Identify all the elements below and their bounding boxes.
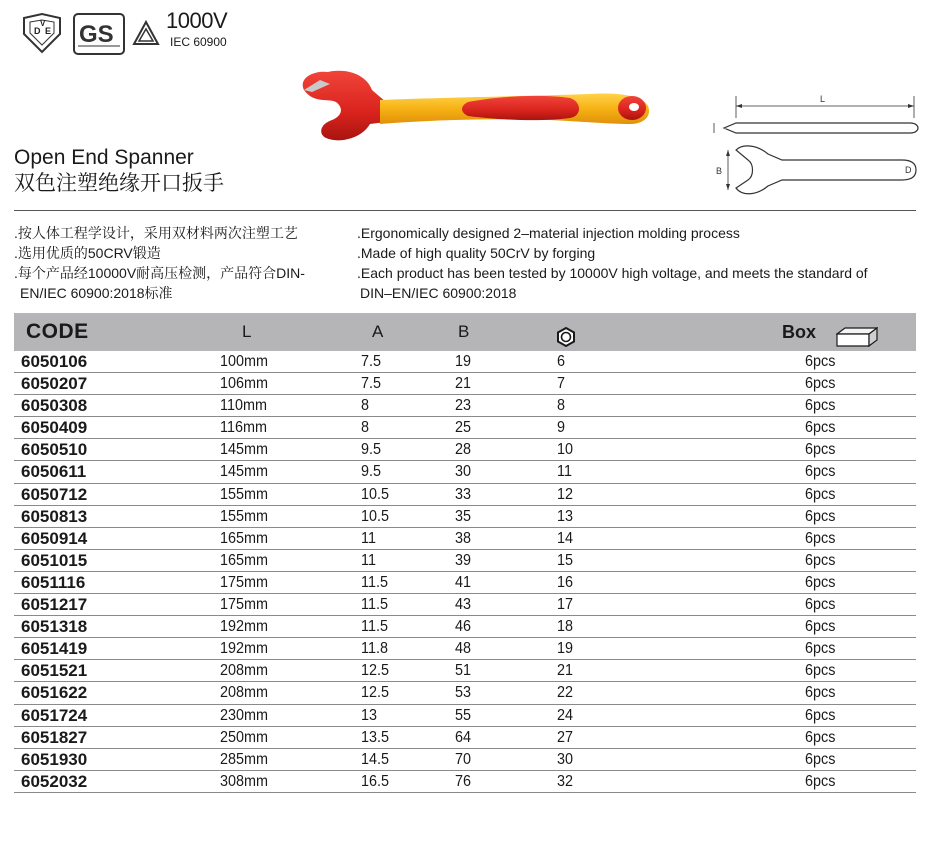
cell-l: 308mm <box>220 772 269 790</box>
cell-b: 19 <box>455 353 472 370</box>
cell-box: 6pcs <box>805 485 836 503</box>
cell-size: 9 <box>557 419 566 437</box>
cell-code: 6052032 <box>21 771 88 791</box>
table-row <box>14 484 916 506</box>
cell-code: 6051318 <box>21 617 88 637</box>
column-header-a: A <box>372 322 384 341</box>
cell-a: 7.5 <box>361 353 382 370</box>
svg-text:GS: GS <box>79 21 114 48</box>
cell-size: 10 <box>557 441 574 459</box>
cell-b: 39 <box>455 551 472 569</box>
cell-box: 6pcs <box>805 684 836 702</box>
description-line: .按人体工程学设计，采用双材料两次注塑工艺 <box>14 225 298 241</box>
cell-a: 11.5 <box>361 618 388 636</box>
table-row <box>14 506 916 528</box>
cell-box: 6pcs <box>805 419 836 437</box>
cell-code: 6051015 <box>21 550 88 570</box>
description-line: .选用优质的50CRV锻造 <box>14 245 161 261</box>
cell-l: 145mm <box>220 463 269 481</box>
column-header-box: Box <box>782 322 817 342</box>
cell-l: 106mm <box>220 375 269 393</box>
table-row <box>14 616 916 638</box>
cell-a: 11 <box>361 551 376 569</box>
cell-code: 6050308 <box>21 396 88 416</box>
cell-l: 250mm <box>220 728 269 746</box>
diagram-label-b: B <box>716 166 723 176</box>
cell-l: 110mm <box>220 397 267 415</box>
voltage-rating: 1000V <box>166 8 228 33</box>
cell-a: 11.8 <box>361 640 388 658</box>
cell-size: 8 <box>557 397 566 415</box>
cell-box: 6pcs <box>805 573 836 591</box>
cell-a: 7.5 <box>361 375 382 393</box>
table-row <box>14 373 916 395</box>
cell-b: 25 <box>455 419 472 437</box>
cell-b: 21 <box>455 375 472 393</box>
cell-box: 6pcs <box>805 441 836 459</box>
cell-l: 100mm <box>220 353 269 370</box>
cell-a: 10.5 <box>361 485 390 503</box>
cell-code: 6051622 <box>21 683 88 703</box>
hexagon-nut-icon <box>556 323 576 343</box>
cell-a: 11.5 <box>361 573 388 591</box>
cell-size: 19 <box>557 640 574 658</box>
cell-code: 6051419 <box>21 639 88 659</box>
cell-l: 208mm <box>220 662 269 680</box>
cell-b: 28 <box>455 441 472 459</box>
vde-logo-icon <box>24 14 60 52</box>
table-row <box>14 550 916 572</box>
table-row <box>14 395 916 417</box>
cell-l: 165mm <box>220 529 269 547</box>
cell-l: 230mm <box>220 706 269 724</box>
cell-box: 6pcs <box>805 353 836 370</box>
cell-code: 6050510 <box>21 440 88 460</box>
cell-code: 6050712 <box>21 484 88 504</box>
svg-text:D: D <box>34 26 41 36</box>
cell-code: 6051724 <box>21 705 88 725</box>
table-row <box>14 461 916 483</box>
table-row <box>14 727 916 749</box>
certification-logos <box>22 12 162 56</box>
cell-l: 155mm <box>220 485 269 503</box>
cell-b: 53 <box>455 684 472 702</box>
cell-code: 6051827 <box>21 727 88 747</box>
cell-size: 30 <box>557 750 574 768</box>
gs-logo-icon <box>74 14 124 54</box>
table-row <box>14 351 916 373</box>
box-icon <box>836 323 878 343</box>
cell-box: 6pcs <box>805 375 836 393</box>
cell-box: 6pcs <box>805 529 836 547</box>
insulation-triangle-icon <box>134 22 158 44</box>
cell-l: 175mm <box>220 573 269 591</box>
cell-size: 6 <box>557 353 566 370</box>
cell-box: 6pcs <box>805 618 836 636</box>
cell-b: 46 <box>455 618 472 636</box>
table-row <box>14 749 916 771</box>
cell-code: 6050914 <box>21 528 88 548</box>
cell-box: 6pcs <box>805 728 836 746</box>
cell-b: 35 <box>455 507 472 525</box>
cell-a: 12.5 <box>361 662 390 680</box>
cell-b: 41 <box>455 573 472 591</box>
cell-b: 55 <box>455 706 472 724</box>
description-en <box>357 223 919 303</box>
cell-size: 12 <box>557 485 574 503</box>
table-row <box>14 528 916 550</box>
cell-a: 14.5 <box>361 750 390 768</box>
cell-size: 7 <box>557 375 566 393</box>
cell-code: 6050813 <box>21 506 88 526</box>
cell-code: 6050409 <box>21 418 88 438</box>
spec-table-body <box>14 351 916 793</box>
description-line: .Ergonomically designed 2–material injection molding process <box>357 225 740 241</box>
cell-box: 6pcs <box>805 397 836 415</box>
divider <box>14 210 916 211</box>
cell-box: 6pcs <box>805 662 836 680</box>
cell-code: 6051930 <box>21 749 88 769</box>
cell-size: 14 <box>557 529 574 547</box>
table-row <box>14 682 916 704</box>
description-line: DIN–EN/IEC 60900:2018 <box>360 285 517 301</box>
table-row <box>14 705 916 727</box>
cell-b: 38 <box>455 529 472 547</box>
cell-size: 22 <box>557 684 574 702</box>
table-row <box>14 660 916 682</box>
cell-l: 192mm <box>220 640 269 658</box>
cell-box: 6pcs <box>805 507 836 525</box>
standard-label: IEC 60900 <box>170 35 227 49</box>
cell-a: 10.5 <box>361 507 390 525</box>
cell-box: 6pcs <box>805 640 836 658</box>
cell-size: 27 <box>557 728 574 746</box>
cell-size: 16 <box>557 573 574 591</box>
cell-b: 23 <box>455 397 472 415</box>
cell-a: 8 <box>361 419 370 437</box>
column-header-b: B <box>458 322 470 341</box>
table-row <box>14 439 916 461</box>
cell-l: 145mm <box>220 441 269 459</box>
table-row <box>14 594 916 616</box>
cell-b: 48 <box>455 640 472 658</box>
cell-size: 32 <box>557 772 574 790</box>
cell-code: 6051217 <box>21 595 88 615</box>
cell-size: 18 <box>557 618 574 636</box>
cell-code: 6051116 <box>21 572 86 592</box>
cell-a: 12.5 <box>361 684 390 702</box>
cell-code: 6050106 <box>21 352 88 371</box>
column-header-l: L <box>242 322 252 341</box>
cell-code: 6050207 <box>21 374 88 394</box>
cell-code: 6050611 <box>21 462 87 482</box>
table-row <box>14 638 916 660</box>
cell-box: 6pcs <box>805 750 836 768</box>
cell-l: 175mm <box>220 596 269 614</box>
table-row <box>14 771 916 793</box>
cell-size: 17 <box>557 596 574 614</box>
cell-box: 6pcs <box>805 551 836 569</box>
cell-box: 6pcs <box>805 772 836 790</box>
dimension-diagram <box>702 88 927 198</box>
spanner-image <box>290 62 660 154</box>
description-line: EN/IEC 60900:2018标准 <box>20 285 173 301</box>
table-row <box>14 417 916 439</box>
cell-l: 165mm <box>220 551 269 569</box>
cell-l: 192mm <box>220 618 269 636</box>
cell-a: 13.5 <box>361 728 390 746</box>
cell-b: 33 <box>455 485 472 503</box>
cell-size: 15 <box>557 551 574 569</box>
cell-b: 43 <box>455 596 472 614</box>
table-header <box>14 313 916 351</box>
cell-a: 8 <box>361 397 370 415</box>
cell-a: 9.5 <box>361 463 382 481</box>
column-header-code: CODE <box>26 320 89 343</box>
cell-a: 16.5 <box>361 772 390 790</box>
description-line: .每个产品经10000V耐高压检测，产品符合DIN- <box>14 265 305 281</box>
product-title-cn: 双色注塑绝缘开口扳手 <box>14 172 224 195</box>
cell-size: 21 <box>557 662 574 680</box>
cell-a: 13 <box>361 706 378 724</box>
cell-b: 64 <box>455 728 472 746</box>
svg-text:V: V <box>40 19 46 28</box>
svg-text:E: E <box>45 26 52 36</box>
cell-l: 285mm <box>220 750 269 768</box>
cell-b: 76 <box>455 772 472 790</box>
cell-box: 6pcs <box>805 596 836 614</box>
product-title-en: Open End Spanner <box>14 146 194 169</box>
cell-l: 116mm <box>220 419 267 437</box>
cell-size: 24 <box>557 706 574 724</box>
table-row <box>14 572 916 594</box>
cell-l: 208mm <box>220 684 269 702</box>
description-line: .Each product has been tested by 10000V high voltage, and meets the standard of <box>357 265 868 281</box>
description-cn <box>14 223 349 303</box>
diagram-label-l: L <box>820 94 826 104</box>
cell-b: 51 <box>455 662 472 680</box>
cell-box: 6pcs <box>805 463 836 481</box>
cell-a: 11.5 <box>361 596 388 614</box>
cell-b: 70 <box>455 750 472 768</box>
cell-b: 30 <box>455 463 472 481</box>
cell-size: 13 <box>557 507 574 525</box>
cell-a: 9.5 <box>361 441 382 459</box>
cell-a: 11 <box>361 529 376 547</box>
diagram-label-d: D <box>905 165 912 175</box>
description-line: .Made of high quality 50CrV by forging <box>357 245 596 261</box>
cell-l: 155mm <box>220 507 269 525</box>
cell-box: 6pcs <box>805 706 836 724</box>
cell-code: 6051521 <box>21 661 88 681</box>
cell-size: 11 <box>557 463 572 481</box>
